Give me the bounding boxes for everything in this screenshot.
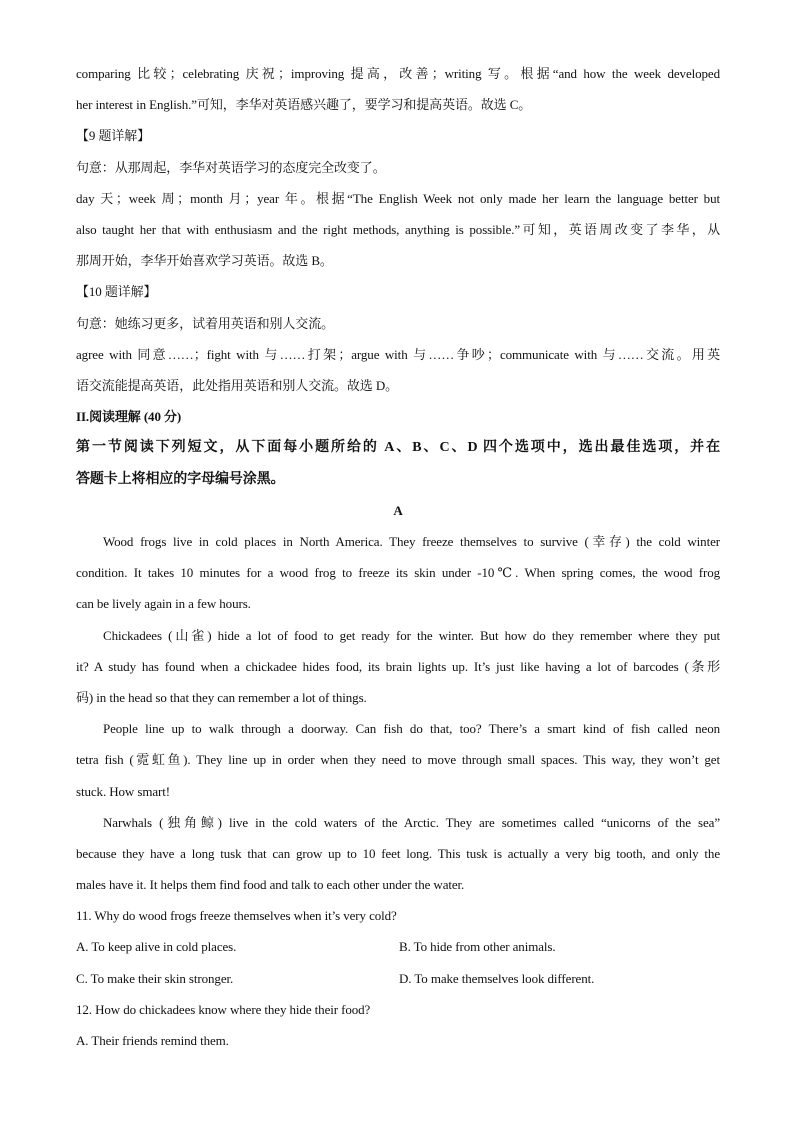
passage-p1-line-2: condition. It takes 10 minutes for a wood frog to freeze its skin under -10℃. When spring comes, the wood frog: [76, 565, 720, 581]
explanation-10-line-1: agree with 同意……；fight with 与……打架；argue with 与……争吵；communicate with 与……交流。用英: [76, 346, 720, 362]
passage-p3-line-3: stuck. How smart!: [76, 783, 170, 799]
explanation-8-line-1: comparing 比较；celebrating 庆祝；improving 提高，改善；writing 写。根据“and how the week developed: [76, 66, 720, 81]
explanation-9-line-2: also taught her that with enthusiasm and the right methods, anything is possible.”可知，英语周改变了李华，从: [76, 221, 720, 237]
explanation-10-meaning: 句意：她练习更多，试着用英语和别人交流。: [76, 315, 335, 331]
section-instruction-line-1: 第一节阅读下列短文，从下面每小题所给的 A、B、C、D 四个选项中，选出最佳选项，并在: [76, 440, 720, 456]
question-11-option-c: C. To make their skin stronger.: [76, 970, 234, 986]
passage-label: A: [393, 502, 403, 518]
explanation-10-line-2: 语交流能提高英语，此处指用英语和别人交流。故选 D。: [76, 377, 399, 393]
passage-p4-line-1: Narwhals (独角鲸) live in the cold waters of the Arctic. They are sometimes called “unicorns of the sea”: [103, 814, 720, 830]
passage-p3-line-1: People line up to walk through a doorway. Can fish do that, too? There’s a smart kind of fish called neon: [103, 721, 720, 737]
section-title: II.阅读理解 (40 分): [76, 409, 182, 425]
question-11-options-row-2: [76, 963, 720, 994]
question-11-option-b: B. To hide from other animals.: [399, 939, 556, 955]
passage-p4-line-2: because they have a long tusk that can grow up to 10 feet long. This tusk is actually a very big tooth, and only the: [76, 845, 720, 861]
passage-p2-line-2: it? A study has found when a chickadee hides food, its brain lights up. It’s just like having a lot of barcodes (条形: [76, 658, 720, 674]
passage-p3-line-2: tetra fish (霓虹鱼). They line up in order when they need to move through small spaces. This way, they won’t get: [76, 752, 720, 768]
explanation-9-line-1: day 天；week 周；month 月；year 年。根据“The English Week not only made her learn the language better but: [76, 190, 720, 206]
explanation-8-line-2: her interest in English.”可知，李华对英语感兴趣了，要学习和提高英语。故选 C。: [76, 97, 532, 113]
question-11-option-d: D. To make themselves look different.: [399, 970, 595, 986]
explanation-9-meaning: 句意：从那周起，李华对英语学习的态度完全改变了。: [76, 159, 386, 175]
question-12-stem: 12. How do chickadees know where they hide their food?: [76, 1001, 371, 1017]
question-11-stem: 11. Why do wood frogs freeze themselves when it’s very cold?: [76, 908, 397, 924]
explanation-9-line-3: 那周开始，李华开始喜欢学习英语。故选 B。: [76, 253, 333, 269]
section-instruction-line-2: 答题卡上将相应的字母编号涂黑。: [76, 471, 285, 487]
passage-p2-line-1: Chickadees (山雀) hide a lot of food to get ready for the winter. But how do they remember where they put: [103, 627, 720, 643]
question-12-option-a: A. Their friends remind them.: [76, 1033, 229, 1049]
passage-p4-line-3: males have it. It helps them find food and talk to each other under the water.: [76, 877, 465, 893]
explanation-9-heading: 【9 题详解】: [76, 128, 151, 144]
passage-p2-line-3: 码) in the head so that they can remember a lot of things.: [76, 689, 367, 705]
explanation-10-heading: 【10 题详解】: [76, 284, 157, 300]
question-11-options-row-1: [76, 931, 720, 962]
passage-p1-line-1: Wood frogs live in cold places in North America. They freeze themselves to survive (幸存) the cold winter: [103, 533, 720, 549]
passage-p1-line-3: can be lively again in a few hours.: [76, 596, 251, 612]
document-page: [76, 58, 720, 1056]
question-11-option-a: A. To keep alive in cold places.: [76, 939, 237, 955]
